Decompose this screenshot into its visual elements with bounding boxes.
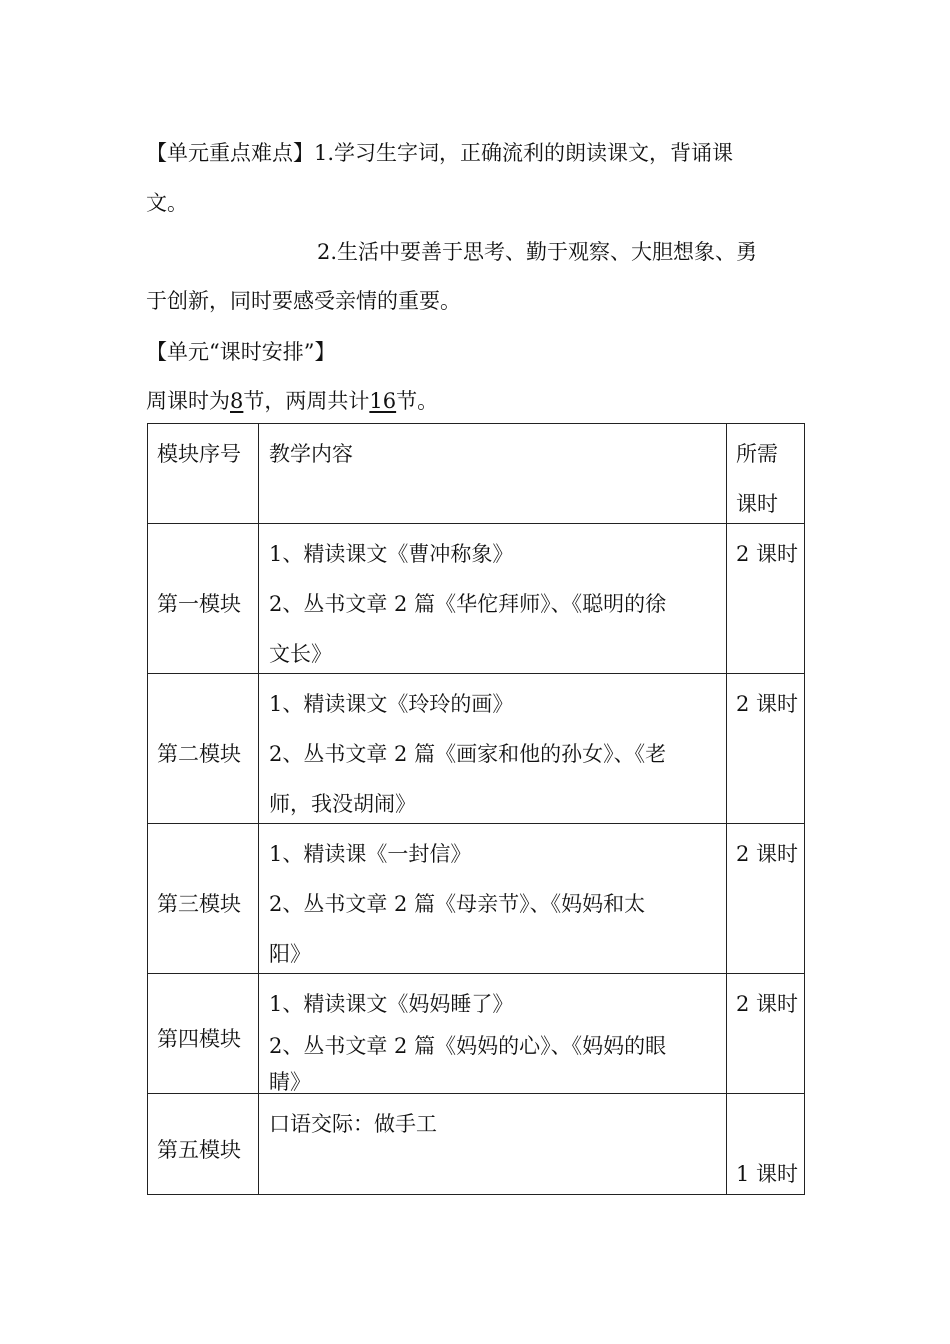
table-row bbox=[148, 674, 805, 824]
content-line: 1、精读课文《妈妈睡了》 bbox=[269, 992, 514, 1016]
content-line: 口语交际：做手工 bbox=[269, 1112, 437, 1136]
focus-item-1: 1.学习生字词，正确流利的朗读课文，背诵课 bbox=[314, 141, 734, 165]
content-line: 阳》 bbox=[269, 942, 311, 966]
table-row bbox=[148, 1094, 805, 1195]
header-hours-a: 所需 bbox=[736, 442, 778, 466]
module-cell: 第二模块 bbox=[157, 742, 241, 766]
unit-focus-line-1 bbox=[146, 139, 733, 167]
content-line: 1、精读课《一封信》 bbox=[269, 842, 472, 866]
module-cell: 第一模块 bbox=[157, 592, 241, 616]
table-header-row bbox=[148, 424, 805, 524]
unit-focus-label: 【单元重点难点】 bbox=[146, 141, 314, 165]
header-module: 模块序号 bbox=[157, 442, 241, 466]
schedule-week-mid: 节，两周共计 bbox=[243, 389, 370, 413]
total-hours: 16 bbox=[369, 389, 397, 413]
schedule-week-post: 节。 bbox=[396, 389, 439, 413]
unit-focus-line-2: 文。 bbox=[146, 191, 188, 215]
hours-cell: 2 课时 bbox=[736, 542, 799, 566]
module-cell: 第四模块 bbox=[157, 1027, 241, 1051]
hours-cell: 2 课时 bbox=[736, 692, 799, 716]
focus-item-2: 2.生活中要善于思考、勤于观察、大胆想象、勇 bbox=[317, 240, 758, 264]
hours-cell: 1 课时 bbox=[736, 1162, 799, 1186]
hours-cell: 2 课时 bbox=[736, 842, 799, 866]
schedule-summary bbox=[146, 387, 438, 415]
schedule-week-pre: 周课时为 bbox=[146, 389, 230, 413]
content-line: 师，我没胡闹》 bbox=[269, 792, 416, 816]
content-line: 2、丛书文章 2 篇《画家和他的孙女》、《老 bbox=[269, 742, 667, 766]
table-row bbox=[148, 824, 805, 974]
header-content: 教学内容 bbox=[269, 442, 353, 466]
schedule-label: 【单元“课时安排”】 bbox=[146, 340, 336, 364]
content-line: 2、丛书文章 2 篇《母亲节》、《妈妈和太 bbox=[269, 892, 646, 916]
content-line: 文长》 bbox=[269, 642, 332, 666]
header-hours-b: 课时 bbox=[736, 492, 778, 516]
weekly-hours: 8 bbox=[230, 389, 244, 413]
module-cell: 第五模块 bbox=[157, 1138, 241, 1162]
module-cell: 第三模块 bbox=[157, 892, 241, 916]
content-line: 2、丛书文章 2 篇《华佗拜师》、《聪明的徐 bbox=[269, 592, 667, 616]
table-row bbox=[148, 974, 805, 1094]
content-line: 1、精读课文《曹冲称象》 bbox=[269, 542, 514, 566]
content-line: 1、精读课文《玲玲的画》 bbox=[269, 692, 514, 716]
hours-cell: 2 课时 bbox=[736, 992, 799, 1016]
focus-item-2-cont: 于创新，同时要感受亲情的重要。 bbox=[146, 289, 461, 313]
content-line: 睛》 bbox=[269, 1070, 311, 1094]
table-row bbox=[148, 524, 805, 674]
schedule-table bbox=[147, 423, 805, 1195]
content-line: 2、丛书文章 2 篇《妈妈的心》、《妈妈的眼 bbox=[269, 1034, 667, 1058]
